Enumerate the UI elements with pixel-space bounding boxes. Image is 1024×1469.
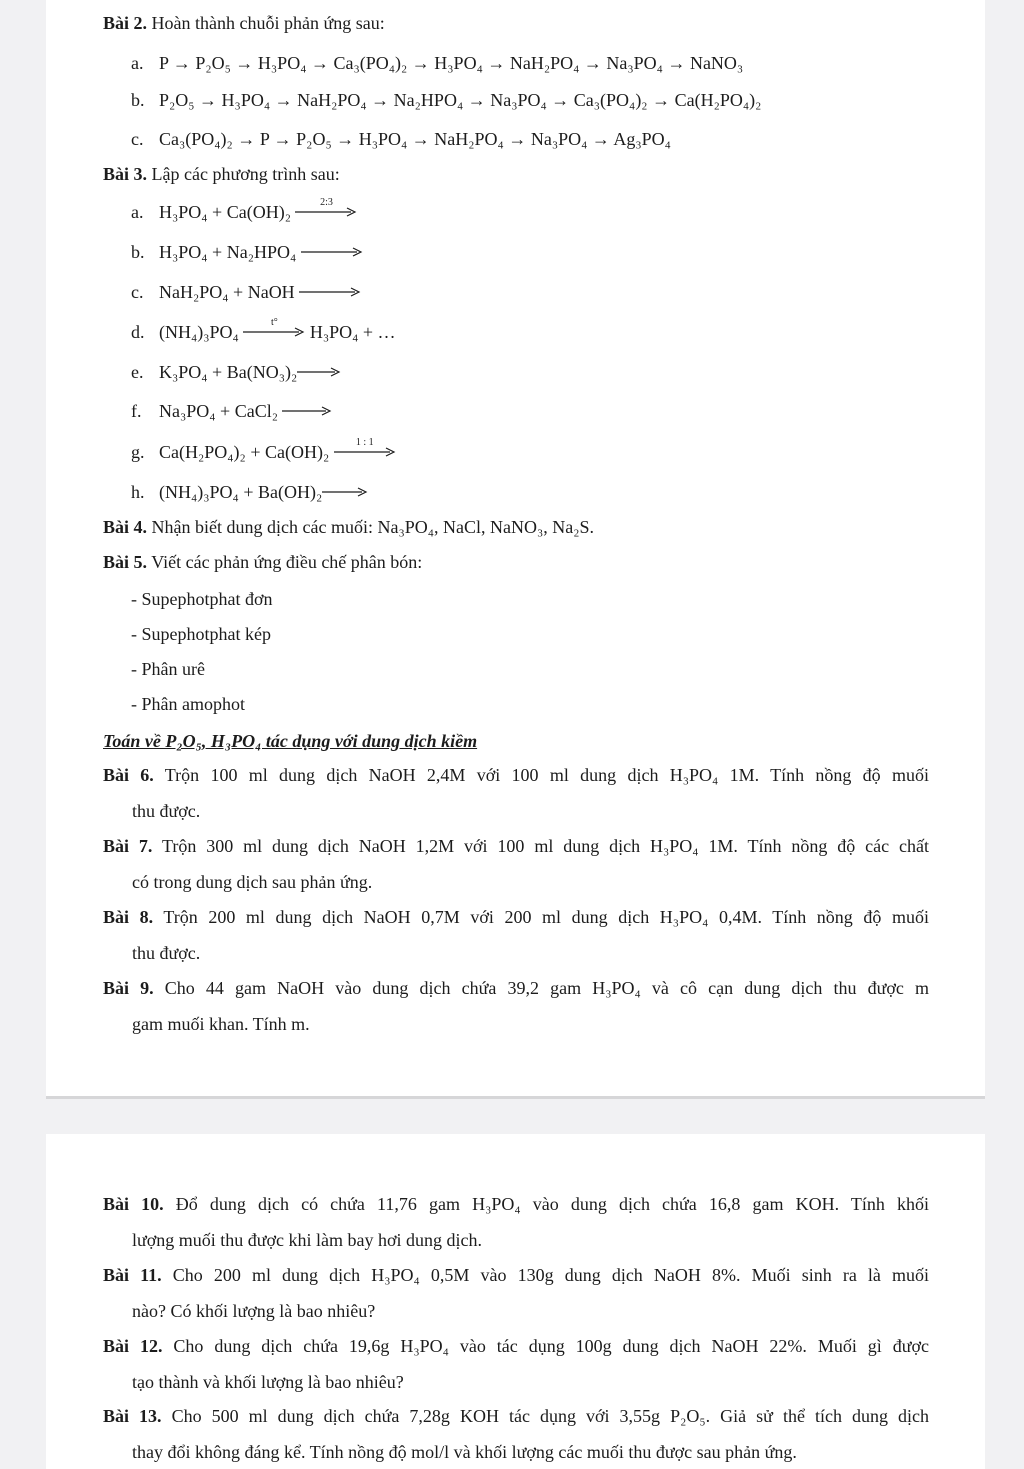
- item-letter: c.: [131, 282, 144, 302]
- item-letter: a.: [131, 202, 144, 222]
- problem-text-line1: Cho 44 gam NaOH vào dung dịch chứa 39,2 gam H₃PO₄ và cô cạn dung dịch thu được m: [164, 978, 930, 998]
- bai5-item: - Supephotphat đơn: [131, 589, 273, 609]
- bai4-text: Nhận biết dung dịch các muối: Na₃PO₄, NaCl, NaNO₃, Na₂S.: [151, 517, 595, 537]
- equation-rhs: H₃PO₄ + …: [309, 322, 396, 342]
- problem-title: Bài 13.: [103, 1406, 162, 1426]
- problem-text-line2: có trong dung dịch sau phản ứng.: [132, 872, 373, 892]
- problem-title: Bài 10.: [103, 1194, 164, 1214]
- reaction-arrow: [282, 404, 332, 416]
- equation-lhs: H₃PO₄ + Ca(OH)₂: [159, 202, 291, 222]
- arrow-condition: t°: [270, 317, 278, 328]
- problem-text-line1: Trộn 300 ml dung dịch NaOH 1,2M với 100 ml dung dịch H₃PO₄ 1M. Tính nồng độ các chất: [161, 836, 929, 856]
- problem-title: Bài 12.: [103, 1336, 163, 1356]
- bai2-title: Bài 2.: [103, 13, 148, 33]
- problem-title: Bài 7.: [103, 836, 153, 856]
- bai2-item-c: [131, 128, 671, 150]
- problem-title: Bài 8.: [103, 907, 154, 927]
- arrow-condition: 1 : 1: [355, 437, 374, 448]
- equation-lhs: Ca(H₂PO₄)₂ + Ca(OH)₂: [159, 442, 330, 462]
- problem-text-line2: thu được.: [132, 943, 201, 963]
- bai2-heading: [103, 12, 385, 34]
- reaction-chain: P₂O₅ → H₃PO₄ → NaH₂PO₄ → Na₂HPO₄ → Na₃PO₄ → Ca₃(PO₄)₂ → Ca(H₂PO₄)₂: [159, 90, 762, 110]
- problem-text-line1: Trộn 100 ml dung dịch NaOH 2,4M với 100 ml dung dịch H₃PO₄ 1M. Tính nồng độ muối: [164, 765, 929, 785]
- problem-11: [103, 1264, 929, 1322]
- problem-12: [103, 1335, 929, 1393]
- reaction-arrow: [299, 285, 361, 297]
- item-letter: b.: [131, 242, 145, 262]
- problem-9: [103, 977, 929, 1035]
- problem-10: [103, 1193, 929, 1251]
- problem-text-line1: Cho 500 ml dung dịch chứa 7,28g KOH tác dụng với 3,55g P₂O₅. Giả sử thể tích dung dịch: [171, 1406, 929, 1426]
- bai3-item-c: [131, 281, 361, 303]
- bai3-item-d: [131, 317, 396, 343]
- problem-7: [103, 835, 929, 893]
- item-letter: a.: [131, 53, 144, 73]
- reaction-arrow: [297, 365, 341, 377]
- bai2-item-b: [131, 89, 761, 111]
- bai3-item-f: [131, 400, 332, 422]
- problem-13: [103, 1405, 929, 1463]
- bai5-item: - Supephotphat kép: [131, 624, 271, 644]
- problem-8: [103, 906, 929, 964]
- bai3-item-h: [131, 481, 368, 503]
- item-letter: g.: [131, 442, 145, 462]
- problem-6: [103, 764, 929, 822]
- arrow-condition: 2:3: [320, 197, 333, 208]
- item-letter: f.: [131, 401, 142, 421]
- problem-title: Bài 9.: [103, 978, 154, 998]
- item-letter: h.: [131, 482, 145, 502]
- bai5-heading: [103, 551, 422, 573]
- problem-text-line2: nào? Có khối lượng là bao nhiêu?: [132, 1301, 376, 1321]
- bai2-item-a: [131, 52, 743, 74]
- bai5-item: - Phân urê: [131, 659, 205, 679]
- bai3-item-b: [131, 241, 363, 263]
- bai3-item-g: [131, 437, 396, 463]
- bai5-item: - Phân amophot: [131, 694, 245, 714]
- item-letter: c.: [131, 129, 144, 149]
- equation-lhs: K₃PO₄ + Ba(NO₃)₂: [159, 362, 298, 382]
- reaction-chain: P → P₂O₅ → H₃PO₄ → Ca₃(PO₄)₂ → H₃PO₄ → NaH₂PO₄ → Na₃PO₄ → NaNO₃: [159, 53, 744, 73]
- bai3-title: Bài 3.: [103, 164, 148, 184]
- bai3-text: Lập các phương trình sau:: [151, 164, 340, 184]
- reaction-arrow: [322, 485, 368, 497]
- problem-text-line2: thu được.: [132, 801, 201, 821]
- problem-text-line2: gam muối khan. Tính m.: [132, 1014, 310, 1034]
- equation-lhs: Na₃PO₄ + CaCl₂: [159, 401, 278, 421]
- reaction-arrow: [295, 197, 357, 217]
- equation-lhs: (NH₄)₃PO₄ + Ba(OH)₂: [159, 482, 323, 502]
- problem-text-line1: Đổ dung dịch có chứa 11,76 gam H₃PO₄ vào dung dịch chứa 16,8 gam KOH. Tính khối: [175, 1194, 930, 1214]
- bai4-title: Bài 4.: [103, 517, 148, 537]
- reaction-arrow: [334, 437, 396, 457]
- problem-text-line2: thay đổi không đáng kể. Tính nồng độ mol/l và khối lượng các muối thu được sau phản ứng.: [132, 1442, 797, 1462]
- item-letter: b.: [131, 90, 145, 110]
- problem-text-line1: Trộn 200 ml dung dịch NaOH 0,7M với 200 ml dung dịch H₃PO₄ 0,4M. Tính nồng độ muối: [163, 907, 929, 927]
- reaction-arrow: [243, 317, 305, 337]
- reaction-arrow: [301, 245, 363, 257]
- equation-lhs: (NH₄)₃PO₄: [159, 322, 239, 342]
- bai3-heading: [103, 163, 340, 185]
- problem-text-line1: Cho dung dịch chứa 19,6g H₃PO₄ vào tác dụng 100g dung dịch NaOH 22%. Muối gì được: [173, 1336, 930, 1356]
- item-letter: d.: [131, 322, 145, 342]
- bai5-text: Viết các phản ứng điều chế phân bón:: [151, 552, 423, 572]
- problem-text-line2: tạo thành và khối lượng là bao nhiêu?: [132, 1372, 404, 1392]
- bai3-item-e: [131, 361, 341, 383]
- equation-lhs: H₃PO₄ + Na₂HPO₄: [159, 242, 297, 262]
- problem-text-line2: lượng muối thu được khi làm bay hơi dung dịch.: [132, 1230, 483, 1250]
- bai2-text: Hoàn thành chuỗi phản ứng sau:: [151, 13, 385, 33]
- reaction-chain: Ca₃(PO₄)₂ → P → P₂O₅ → H₃PO₄ → NaH₂PO₄ → Na₃PO₄ → Ag₃PO₄: [159, 129, 671, 149]
- problem-title: Bài 6.: [103, 765, 154, 785]
- equation-lhs: NaH₂PO₄ + NaOH: [159, 282, 295, 302]
- bai4-paragraph: [103, 516, 594, 538]
- bai3-item-a: [131, 197, 357, 223]
- page-separator: [46, 1096, 985, 1099]
- item-letter: e.: [131, 362, 144, 382]
- problem-text-line1: Cho 200 ml dung dịch H₃PO₄ 0,5M vào 130g dung dịch NaOH 8%. Muối sinh ra là muối: [172, 1265, 930, 1285]
- problem-title: Bài 11.: [103, 1265, 162, 1285]
- section-heading: Toán về P₂O₅, H₃PO₄ tác dụng với dung dịch kiềm: [103, 731, 478, 751]
- bai5-title: Bài 5.: [103, 552, 148, 572]
